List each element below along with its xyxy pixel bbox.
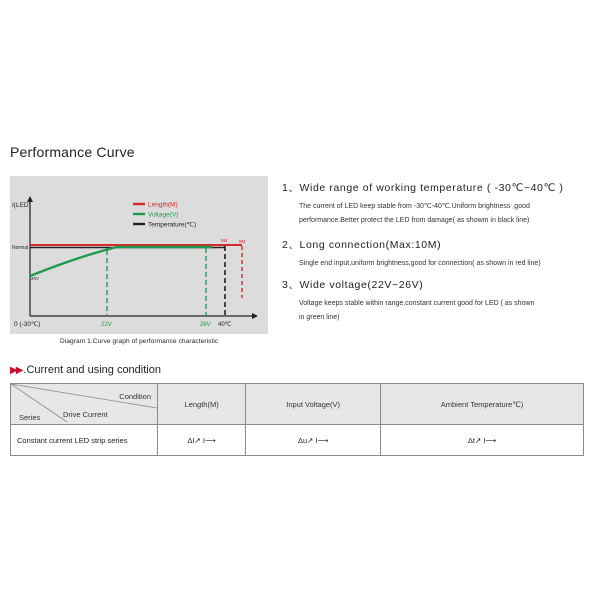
feature-title: 1、Wide range of working temperature ( -30℃~40℃ )	[282, 182, 564, 194]
x-tick-label: 26V	[200, 322, 211, 328]
column-header: Input Voltage(V)	[246, 384, 381, 425]
corner-drive-label: Drive Current	[63, 410, 108, 419]
y-tick-label: 20V	[31, 276, 40, 281]
chart-background	[10, 176, 268, 334]
feature-line: in green line)	[299, 314, 340, 321]
performance-chart	[10, 176, 268, 334]
feature-title: 2、Long connection(Max:10M)	[282, 239, 442, 251]
table-cell: Δu↗ I⟶	[246, 425, 381, 456]
legend-label: Voltage(V)	[148, 211, 179, 219]
feature-connection	[282, 237, 592, 271]
condition-table	[10, 383, 584, 456]
corner-condition-label: Condition	[119, 392, 151, 401]
feature-line: Single end input,uniform brightness,good for connection( as shown in red line)	[299, 260, 541, 267]
x-tick-label: 40℃	[218, 322, 232, 328]
row-label: Constant current LED strip series	[11, 425, 158, 456]
feature-body	[282, 257, 592, 271]
legend-label: Length(M)	[148, 201, 178, 209]
feature-voltage	[282, 277, 592, 325]
feature-line: Voltage keeps stable within range,constant current good for LED ( as shown	[299, 300, 535, 307]
table-header-row	[11, 384, 584, 425]
y-tick-label: Normal	[12, 245, 29, 251]
feature-temperature	[282, 180, 592, 228]
feature-line: performance.Better protect the LED from damage( as showm in black line)	[299, 217, 530, 224]
corner-series-label: Series	[19, 413, 41, 422]
table-cell: ΔI↗ I⟶	[158, 425, 246, 456]
feature-body	[282, 200, 592, 228]
section-heading-text: .Current and using condition	[23, 364, 161, 376]
column-header: Ambient Temperature℃)	[381, 384, 584, 425]
table-cell: Δt↗ I⟶	[381, 425, 584, 456]
chart-svg	[10, 176, 268, 334]
x-tick-label: 0 (-30℃)	[14, 321, 41, 328]
column-header: Length(M)	[158, 384, 246, 425]
table-corner-cell	[11, 384, 158, 425]
table-row	[11, 425, 584, 456]
feature-body	[282, 297, 592, 325]
page-title: Performance Curve	[10, 144, 135, 160]
marker-label: 8M	[239, 239, 246, 244]
section-heading-current	[10, 364, 161, 376]
feature-line: The current of LED keep stable from -30℃-40℃.Uniform brightness ,good	[299, 203, 530, 210]
feature-title: 3、Wide voltage(22V~26V)	[282, 279, 424, 291]
chart-caption: Diagram 1:Curve graph of performance characteristic	[60, 338, 219, 345]
marker-label: 5M	[221, 238, 228, 243]
double-arrow-icon: ▶▶	[10, 364, 22, 376]
y-axis-label: I(LED)	[12, 202, 31, 209]
legend-label: Temperature(℃)	[148, 221, 197, 229]
x-tick-label: 22V	[101, 322, 112, 328]
